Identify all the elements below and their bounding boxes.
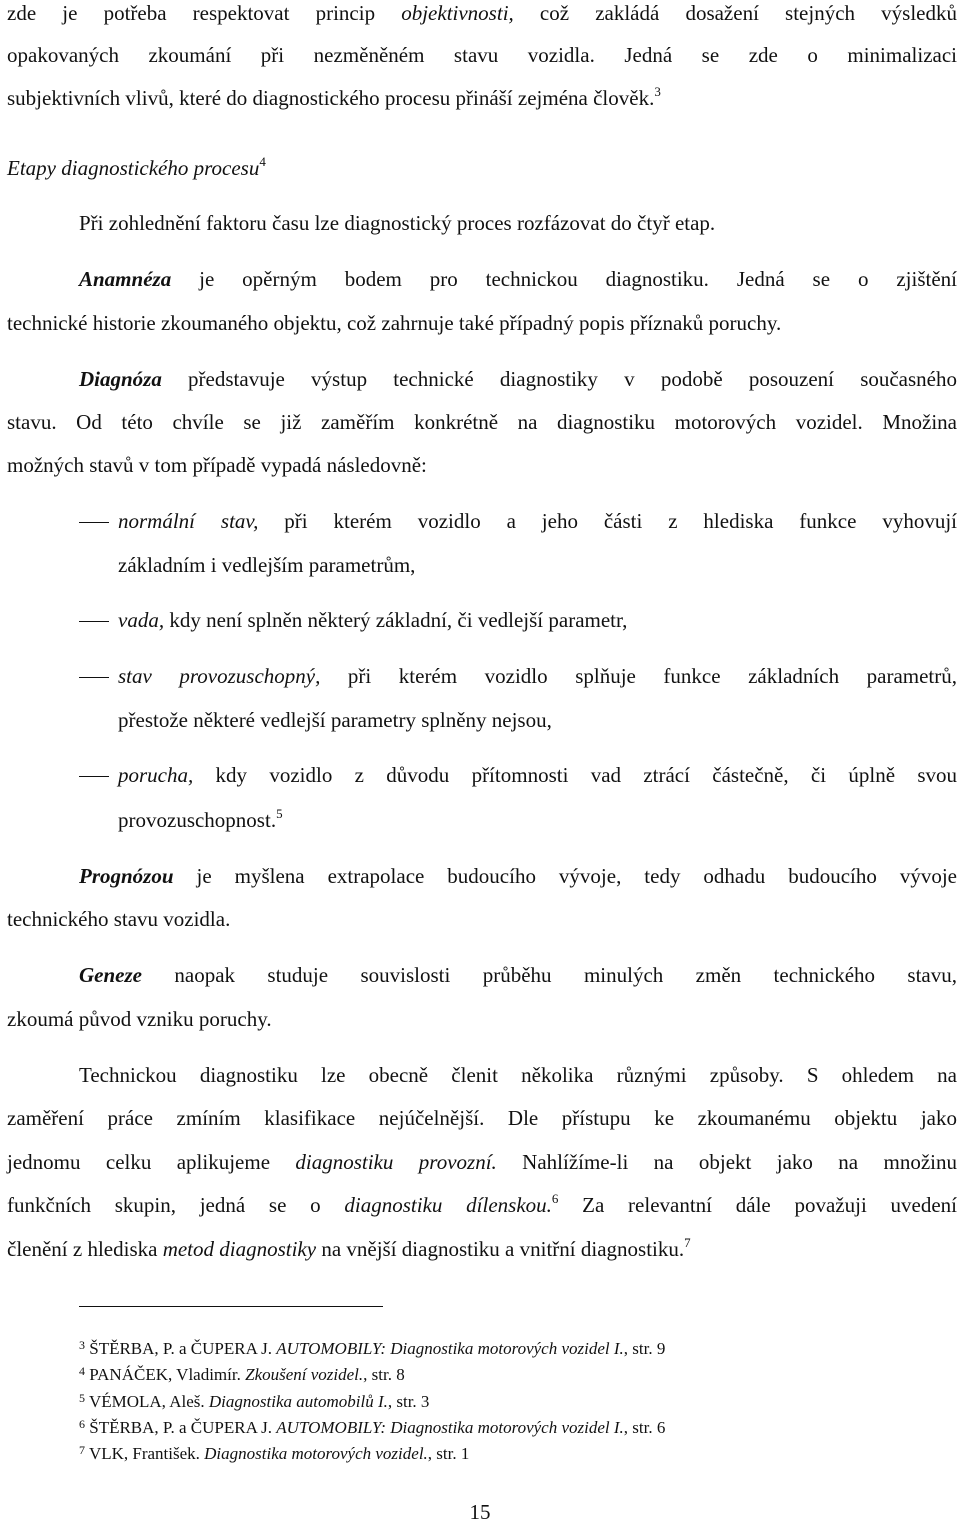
italic-term: diagnostiku dílenskou. — [344, 1193, 552, 1217]
text: představuje výstup technické diagnostiky v podobě posouzení současného — [161, 367, 957, 391]
footnote-title: AUTOMOBILY: Diagnostika motorových vozidel I. — [276, 1418, 624, 1437]
list-dash — [79, 621, 109, 622]
text: provozuschopnost. — [118, 808, 277, 832]
list-item-2-line-1 — [118, 607, 957, 633]
geneze-line-2: zkoumá původ vzniku poruchy. — [7, 1007, 272, 1031]
footnote-number: 5 — [79, 1391, 85, 1405]
list-item-4-line-2 — [118, 807, 957, 833]
text: což zakládá dosažení stejných výsledků — [513, 1, 957, 25]
heading-text: Etapy diagnostického procesu — [7, 156, 260, 180]
text: ŠTĚRBA, P. a ČUPERA J. — [85, 1418, 277, 1437]
footnote-4 — [79, 1365, 405, 1385]
list-term: normální stav, — [118, 509, 259, 533]
intro-line-1 — [7, 0, 957, 26]
list-dash — [79, 522, 109, 523]
text: , str. 9 — [623, 1339, 666, 1358]
text: VLK, František. — [85, 1444, 205, 1463]
italic-term: diagnostiku provozní. — [295, 1150, 497, 1174]
footnote-ref: 4 — [259, 154, 266, 169]
list-item-4-line-1 — [118, 762, 957, 788]
footnote-number: 4 — [79, 1364, 85, 1378]
anamneza-line-1 — [79, 266, 957, 292]
footnote-number: 6 — [79, 1417, 85, 1431]
list-term: vada, — [118, 608, 165, 632]
text: Za relevantní dále považuji uvedení — [558, 1193, 957, 1217]
page-number: 15 — [469, 1500, 491, 1524]
section-heading — [7, 155, 957, 181]
text: , str. 3 — [387, 1392, 430, 1411]
list-item-1-line-1 — [118, 508, 957, 534]
anamneza-line-2: technické historie zkoumaného objektu, což zahrnuje také případný popis příznaků poruchy. — [7, 311, 782, 335]
final-line-4 — [7, 1192, 957, 1218]
text: , str. 6 — [623, 1418, 666, 1437]
footnote-ref: 7 — [684, 1235, 691, 1250]
term-diagnoza: Diagnóza — [79, 367, 162, 391]
text: na vnější diagnostiku a vnitřní diagnostiku. — [316, 1237, 685, 1261]
final-line-5 — [7, 1236, 957, 1262]
term-prognoza: Prognózou — [79, 864, 174, 888]
text: je opěrným bodem pro technickou diagnostiku. Jedná se o zjištění — [171, 267, 957, 291]
text: , str. 1 — [427, 1444, 470, 1463]
italic-term: objektivnosti, — [401, 1, 514, 25]
text: PANÁČEK, Vladimír. — [85, 1365, 246, 1384]
text: při kterém vozidlo a jeho části z hlediska funkce vyhovují — [258, 509, 958, 533]
text: jednomu celku aplikujeme — [7, 1150, 296, 1174]
final-line-2: zaměření práce zmíním klasifikace nejúčelnější. Dle přístupu ke zkoumanému objektu jako — [7, 1106, 957, 1130]
list-dash — [79, 677, 109, 678]
text: kdy vozidlo z důvodu přítomnosti vad ztrácí částečně, či úplně svou — [193, 763, 957, 787]
footnote-title: Zkoušení vozidel. — [245, 1365, 364, 1384]
list-dash — [79, 776, 109, 777]
intro-line-2: opakovaných zkoumání při nezměněném stavu vozidla. Jedná se zde o minimalizaci — [7, 43, 957, 67]
intro-line-3 — [7, 85, 957, 111]
text: při kterém vozidlo splňuje funkce základních parametrů, — [320, 664, 957, 688]
text: členění z hlediska — [7, 1237, 163, 1261]
term-geneze: Geneze — [79, 963, 142, 987]
list-item-3-line-2: přestože některé vedlejší parametry splněny nejsou, — [118, 708, 552, 732]
text: funkčních skupin, jedná se o — [7, 1193, 345, 1217]
final-line-1: Technickou diagnostiku lze obecně členit několika různými způsoby. S ohledem na — [79, 1063, 957, 1087]
diagnoza-line-3: možných stavů v tom případě vypadá následovně: — [7, 453, 427, 477]
text: je myšlena extrapolace budoucího vývoje, tedy odhadu budoucího vývoje — [173, 864, 957, 888]
text: , str. 8 — [363, 1365, 405, 1384]
footnote-5 — [79, 1392, 429, 1412]
text: Nahlížíme-li na objekt jako na množinu — [496, 1150, 957, 1174]
prognoza-line-2: technického stavu vozidla. — [7, 907, 231, 931]
diagnoza-line-1 — [79, 366, 957, 392]
prognoza-line-1 — [79, 863, 957, 889]
footnote-number: 7 — [79, 1443, 85, 1457]
text: subjektivních vlivů, které do diagnostického procesu přináší zejména člověk. — [7, 86, 655, 110]
list-item-3-line-1 — [118, 663, 957, 689]
geneze-line-1 — [79, 962, 957, 988]
term-anamneza: Anamnéza — [79, 267, 172, 291]
footnote-number: 3 — [79, 1338, 85, 1352]
footnote-ref: 5 — [276, 806, 283, 821]
footnote-ref: 3 — [654, 84, 661, 99]
footnote-separator — [79, 1306, 383, 1307]
paragraph-faktor: Při zohlednění faktoru času lze diagnostický proces rozfázovat do čtyř etap. — [79, 211, 716, 235]
diagnoza-line-2: stavu. Od této chvíle se již zaměřím konkrétně na diagnostiku motorových vozidel. Množina — [7, 410, 957, 434]
list-term: porucha, — [118, 763, 194, 787]
footnote-6 — [79, 1418, 665, 1438]
list-item-1-line-2: základním i vedlejším parametrům, — [118, 553, 416, 577]
text: VÉMOLA, Aleš. — [85, 1392, 209, 1411]
footnote-title: AUTOMOBILY: Diagnostika motorových vozidel I. — [276, 1339, 624, 1358]
footnote-7 — [79, 1444, 469, 1464]
footnote-title: Diagnostika automobilů I. — [208, 1392, 388, 1411]
list-term: stav provozuschopný, — [118, 664, 321, 688]
footnote-ref: 6 — [551, 1191, 559, 1206]
italic-term: metod diagnostiky — [162, 1237, 317, 1261]
text: ŠTĚRBA, P. a ČUPERA J. — [85, 1339, 277, 1358]
final-line-3 — [7, 1149, 957, 1175]
text: zde je potřeba respektovat princip — [7, 1, 402, 25]
footnote-3 — [79, 1339, 665, 1359]
text: naopak studuje souvislosti průběhu minulých změn technického stavu, — [141, 963, 957, 987]
text: kdy není splněn některý základní, či vedlejší parametr, — [164, 608, 628, 632]
footnote-title: Diagnostika motorových vozidel. — [204, 1444, 428, 1463]
